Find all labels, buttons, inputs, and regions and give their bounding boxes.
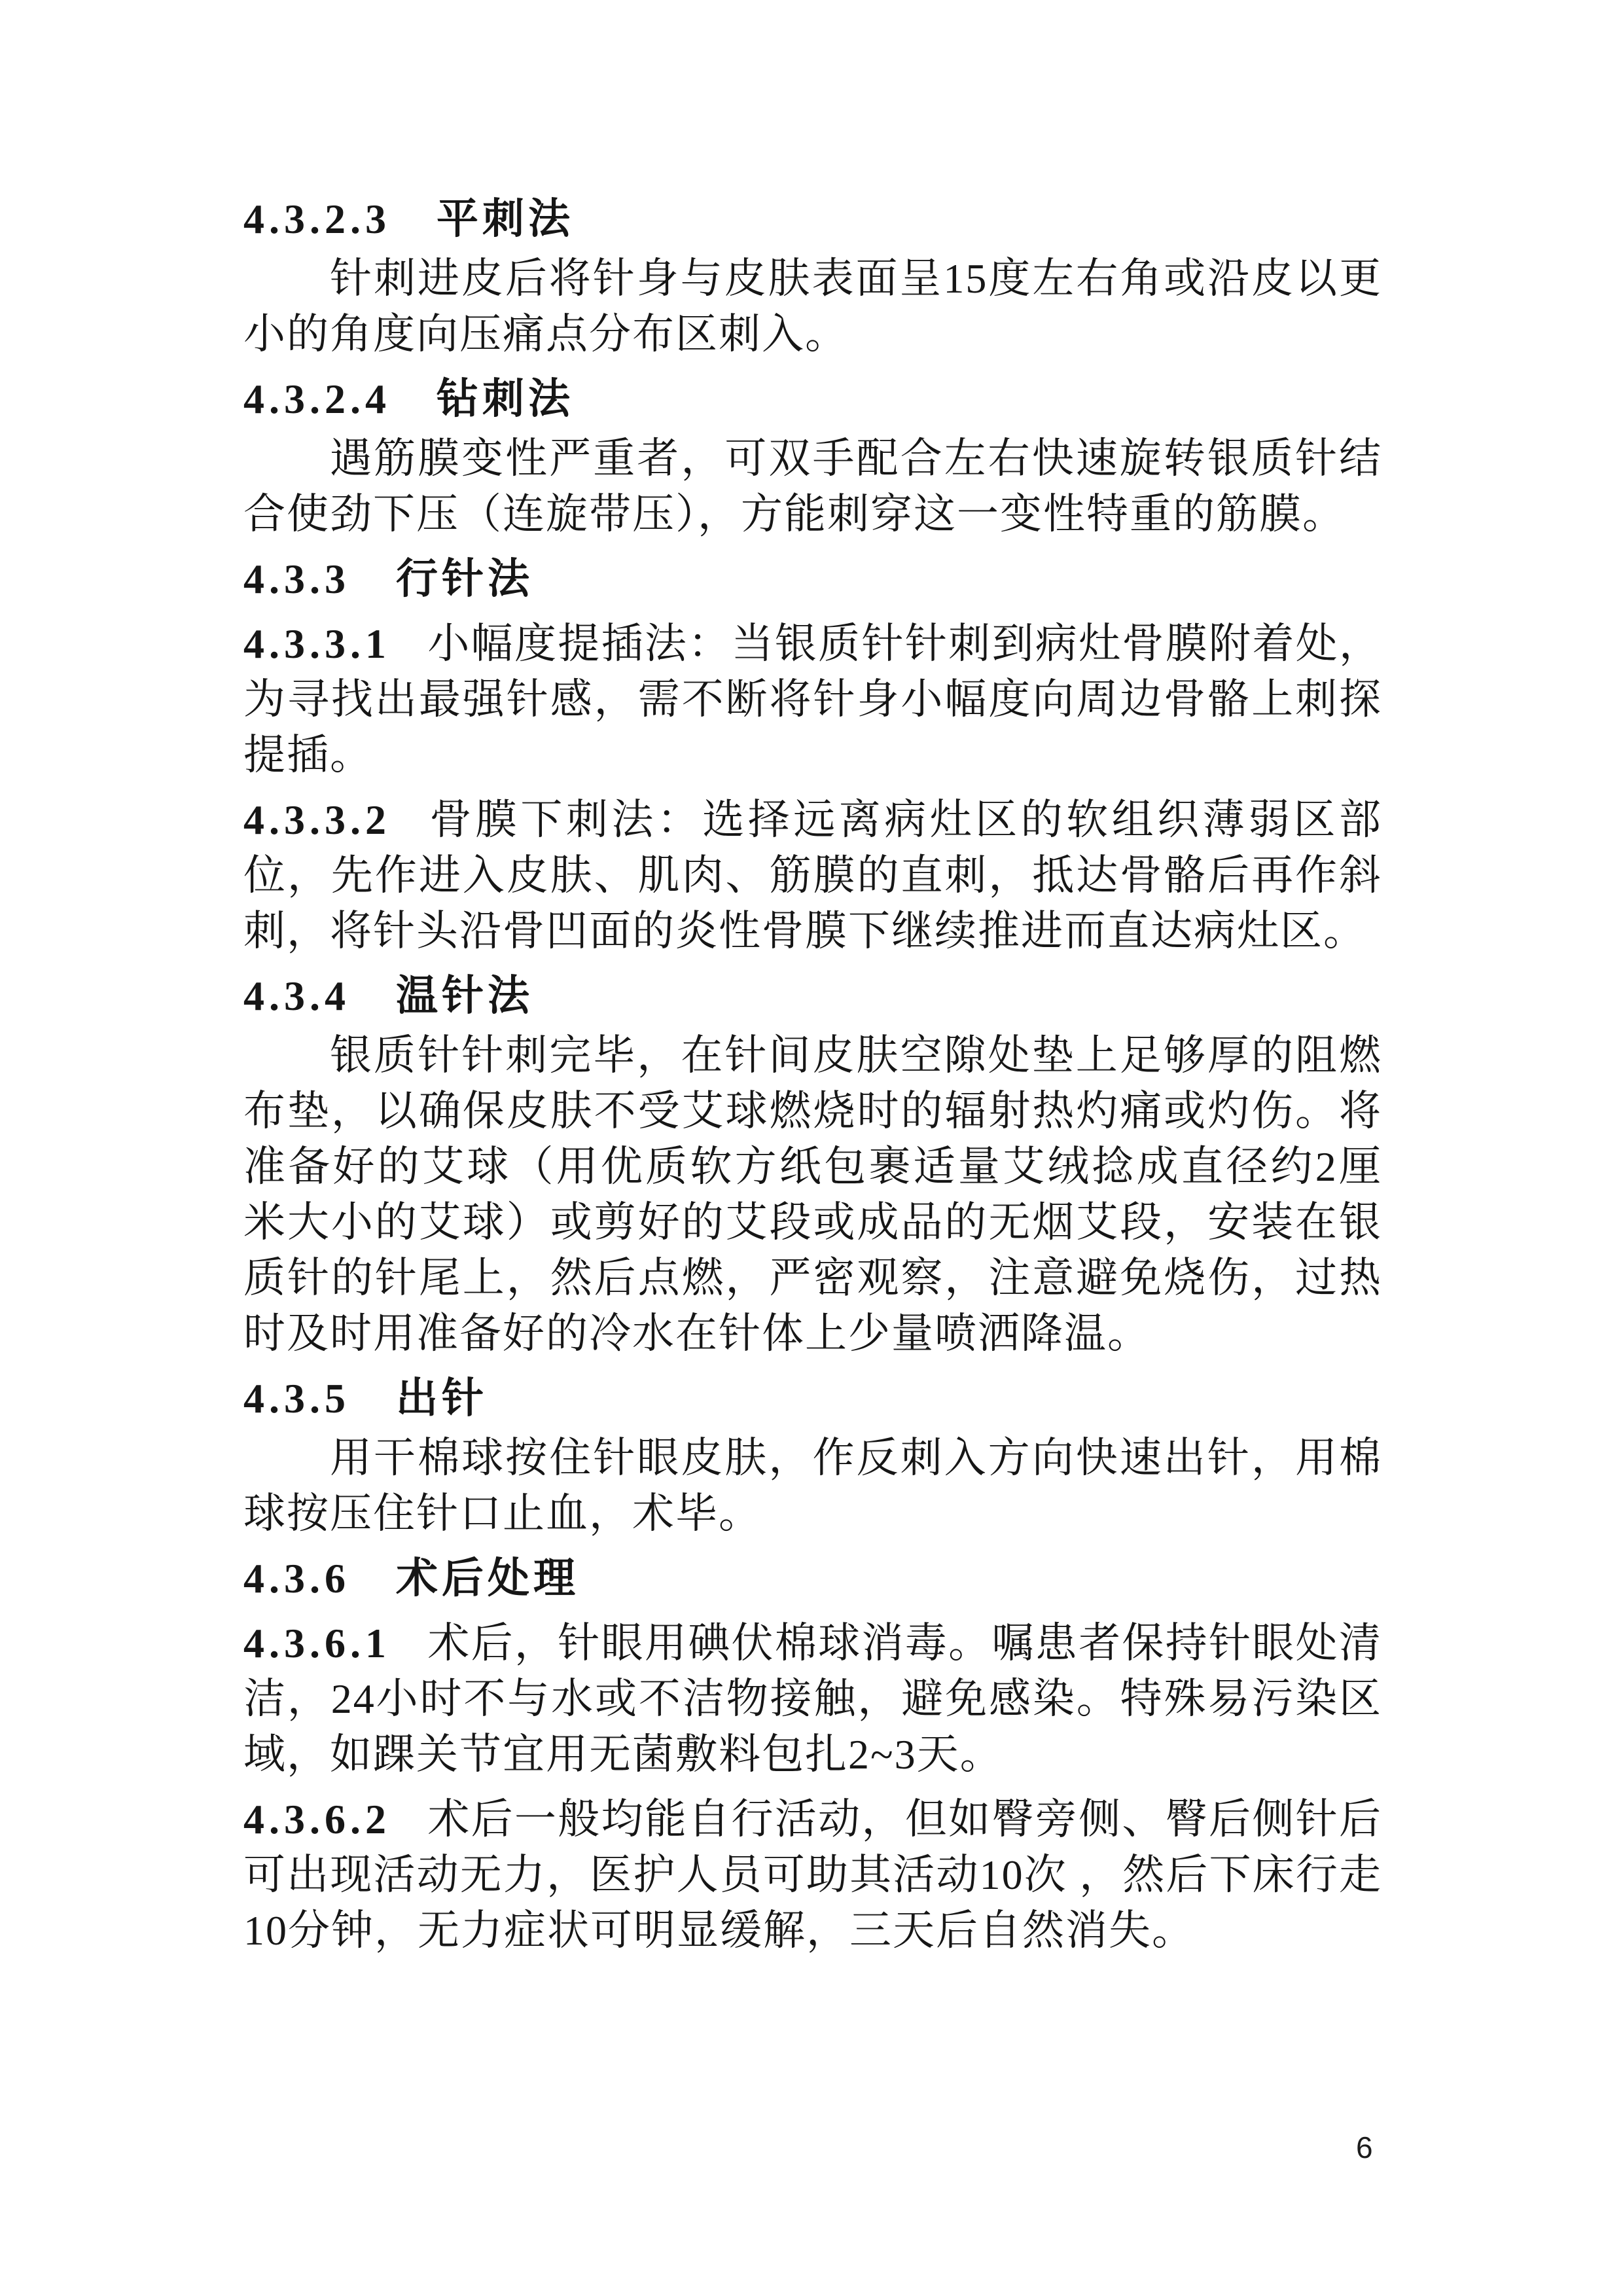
- paragraph-number: 4.3.3.2: [243, 797, 391, 843]
- section-heading: [243, 1371, 1382, 1426]
- section-number: 4.3.5: [243, 1375, 350, 1422]
- numbered-paragraph: [243, 792, 1382, 959]
- section-title: 平刺法: [437, 195, 574, 242]
- numbered-paragraph: [243, 1615, 1382, 1782]
- paragraph-number: 4.3.3.1: [243, 620, 391, 667]
- section-title: 钻刺法: [437, 375, 574, 422]
- paragraph-text: 小幅度提插法：当银质针针刺到病灶骨膜附着处，为寻找出最强针感，需不断将针身小幅度向周边骨骼上刺探提插。: [243, 620, 1382, 778]
- section-heading: [243, 968, 1382, 1024]
- numbered-paragraph: [243, 616, 1382, 783]
- paragraph-number: 4.3.6.1: [243, 1620, 391, 1666]
- document-content: [243, 191, 1382, 1958]
- paragraph-text: 骨膜下刺法：选择远离病灶区的软组织薄弱区部位，先作进入皮肤、肌肉、筋膜的直刺，抵达骨骼后再作斜刺，将针头沿骨凹面的炎性骨膜下继续推进而直达病灶区。: [243, 797, 1382, 954]
- page-number: 6: [1356, 2130, 1373, 2164]
- section-title: 出针: [396, 1374, 488, 1422]
- paragraph-text: 术后一般均能自行活动，但如臀旁侧、臀后侧针后可出现活动无力，医护人员可助其活动10次 ，然后下床行走10分钟，无力症状可明显缓解，三天后自然消失。: [243, 1796, 1382, 1954]
- section-number: 4.3.6: [243, 1555, 350, 1602]
- paragraph: 针刺进皮后将针身与皮肤表面呈15度左右角或沿皮以更小的角度向压痛点分布区刺入。: [243, 255, 1382, 357]
- section-heading: [243, 1551, 1382, 1606]
- section-number: 4.3.3: [243, 556, 350, 602]
- section-heading: [243, 551, 1382, 607]
- section-title: 温针法: [396, 972, 533, 1019]
- section-heading: [243, 191, 1382, 247]
- section-title: 行针法: [396, 555, 533, 602]
- section-number: 4.3.2.4: [243, 376, 391, 422]
- section-title: 术后处理: [396, 1554, 579, 1602]
- paragraph-number: 4.3.6.2: [243, 1796, 391, 1842]
- numbered-paragraph: [243, 1791, 1382, 1958]
- paragraph: 银质针针刺完毕，在针间皮肤空隙处垫上足够厚的阻燃布垫，以确保皮肤不受艾球燃烧时的辐射热灼痛或灼伤。将准备好的艾球（用优质软方纸包裹适量艾绒捻成直径约2厘米大小的艾球）或剪好的艾段或成品的无烟艾段，安装在银质针的针尾上，然后点燃，严密观察，注意避免烧伤，过热时及时用准备好的冷水在针体上少量喷洒降温。: [243, 1032, 1382, 1357]
- section-heading: [243, 371, 1382, 427]
- paragraph-text: 术后，针眼用碘伏棉球消毒。嘱患者保持针眼处清洁，24小时不与水或不洁物接触，避免感染。特殊易污染区域，如踝关节宜用无菌敷料包扎2~3天。: [243, 1620, 1382, 1778]
- section-number: 4.3.2.3: [243, 196, 391, 242]
- section-number: 4.3.4: [243, 973, 350, 1019]
- paragraph: 用干棉球按住针眼皮肤，作反刺入方向快速出针，用棉球按压住针口止血，术毕。: [243, 1435, 1382, 1537]
- paragraph: 遇筋膜变性严重者，可双手配合左右快速旋转银质针结合使劲下压（连旋带压），方能刺穿这一变性特重的筋膜。: [243, 435, 1382, 537]
